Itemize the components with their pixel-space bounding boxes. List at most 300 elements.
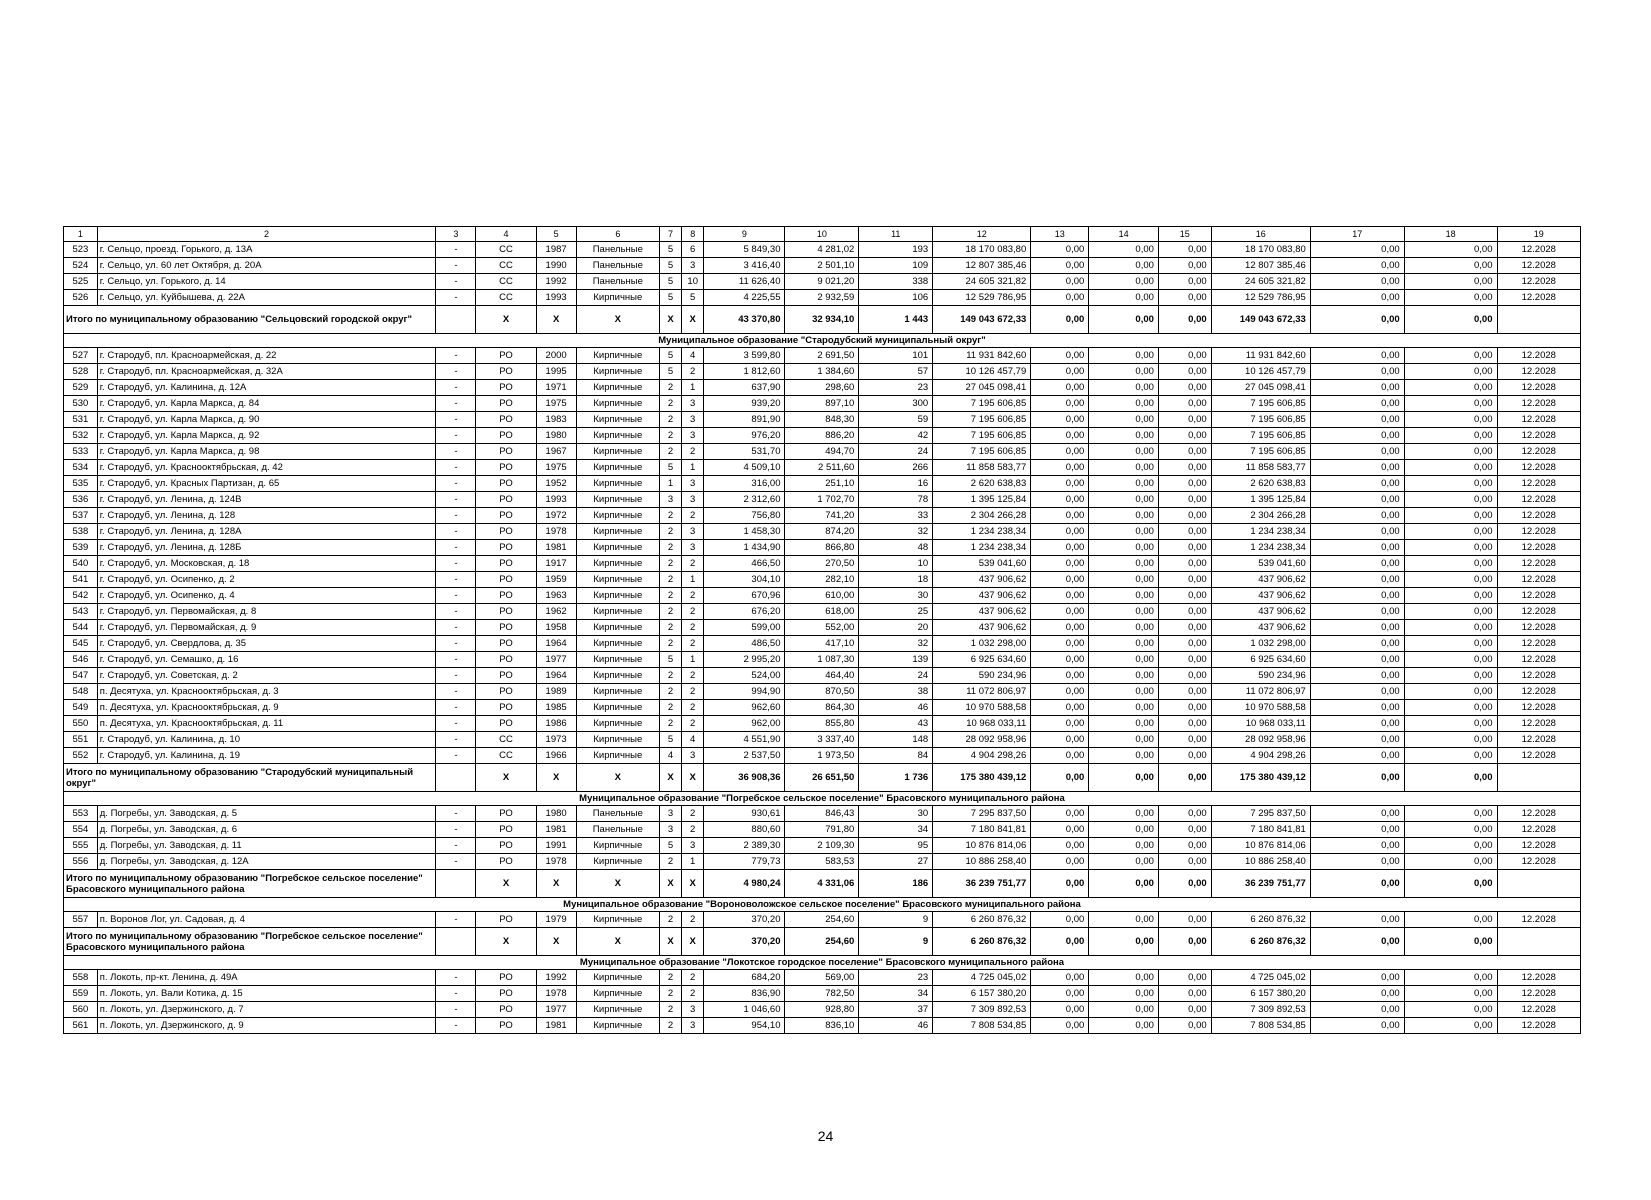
table-cell: 0,00 xyxy=(1404,444,1497,460)
table-cell: 1986 xyxy=(536,716,576,732)
table-cell: 2 304 266,28 xyxy=(933,508,1031,524)
table-row xyxy=(64,396,1581,412)
table-cell: 2 xyxy=(682,700,704,716)
table-cell: 12.2028 xyxy=(1497,428,1581,444)
table-row xyxy=(64,540,1581,556)
address-cell: г. Стародуб, ул. Калинина, д. 10 xyxy=(97,732,436,748)
table-cell: 1 434,90 xyxy=(704,540,785,556)
table-cell: РО xyxy=(476,700,536,716)
table-cell: 2 xyxy=(682,716,704,732)
table-row xyxy=(64,652,1581,668)
table-cell: 10 xyxy=(859,556,933,572)
table-cell: 0,00 xyxy=(1158,258,1211,274)
table-cell: РО xyxy=(476,716,536,732)
address-cell: г. Стародуб, ул. Калинина, д. 19 xyxy=(97,748,436,764)
table-cell: 0,00 xyxy=(1031,912,1089,928)
table-cell: 0,00 xyxy=(1404,348,1497,364)
table-row xyxy=(64,912,1581,928)
table-cell: 0,00 xyxy=(1031,854,1089,870)
table-cell: 2 xyxy=(659,716,681,732)
table-cell: 0,00 xyxy=(1158,822,1211,838)
total-cell: X xyxy=(476,764,536,792)
table-cell: 0,00 xyxy=(1089,540,1159,556)
table-cell: 4 xyxy=(659,748,681,764)
total-cell: X xyxy=(536,870,576,898)
table-row xyxy=(64,1018,1581,1034)
table-cell: 610,00 xyxy=(785,588,859,604)
table-cell: 437 906,62 xyxy=(1211,588,1310,604)
table-cell: 0,00 xyxy=(1031,822,1089,838)
table-cell: 1978 xyxy=(536,524,576,540)
table-cell: 0,00 xyxy=(1404,242,1497,258)
table-cell: 0,00 xyxy=(1158,492,1211,508)
address-cell: д. Погребы, ул. Заводская, д. 11 xyxy=(97,838,436,854)
table-cell: 33 xyxy=(859,508,933,524)
table-cell: 1987 xyxy=(536,242,576,258)
total-cell xyxy=(1497,928,1581,956)
table-cell: 1 395 125,84 xyxy=(933,492,1031,508)
table-cell: 0,00 xyxy=(1089,668,1159,684)
table-cell: 6 925 634,60 xyxy=(933,652,1031,668)
table-cell: Кирпичные xyxy=(576,348,659,364)
table-cell: 0,00 xyxy=(1404,604,1497,620)
table-cell: 1 234 238,34 xyxy=(1211,540,1310,556)
table-cell: 0,00 xyxy=(1404,364,1497,380)
table-cell: - xyxy=(436,476,476,492)
total-cell: 0,00 xyxy=(1031,306,1089,334)
section-row xyxy=(64,898,1581,912)
table-cell: РО xyxy=(476,838,536,854)
table-cell: 1 973,50 xyxy=(785,748,859,764)
table-cell: 3 xyxy=(682,412,704,428)
table-cell: 0,00 xyxy=(1031,258,1089,274)
total-cell: X xyxy=(682,870,704,898)
table-cell: Кирпичные xyxy=(576,604,659,620)
table-cell: РО xyxy=(476,556,536,572)
table-cell: 0,00 xyxy=(1404,854,1497,870)
address-cell: п. Десятуха, ул. Краснооктябрьская, д. 3 xyxy=(97,684,436,700)
table-cell: 0,00 xyxy=(1310,540,1404,556)
section-title: Муниципальное образование "Локотское городское поселение" Брасовского муниципального района xyxy=(64,956,1581,970)
table-row xyxy=(64,684,1581,700)
total-cell: X xyxy=(476,306,536,334)
table-cell: 3 xyxy=(659,806,681,822)
total-cell xyxy=(1497,870,1581,898)
table-cell: Кирпичные xyxy=(576,380,659,396)
table-cell: 0,00 xyxy=(1404,620,1497,636)
table-cell: 12.2028 xyxy=(1497,588,1581,604)
table-cell: 0,00 xyxy=(1031,572,1089,588)
table-cell: 2 xyxy=(659,572,681,588)
table-cell: 10 970 588,58 xyxy=(1211,700,1310,716)
total-row xyxy=(64,870,1581,898)
table-cell: 10 xyxy=(682,274,704,290)
table-cell: 27 xyxy=(859,854,933,870)
table-cell: 0,00 xyxy=(1089,258,1159,274)
table-cell: 5 xyxy=(659,290,681,306)
table-cell: 0,00 xyxy=(1089,636,1159,652)
table-cell: 1 234 238,34 xyxy=(1211,524,1310,540)
table-cell: РО xyxy=(476,540,536,556)
table-cell: 2 511,60 xyxy=(785,460,859,476)
column-number: 16 xyxy=(1211,227,1310,242)
table-cell: 2 xyxy=(682,684,704,700)
table-cell: 0,00 xyxy=(1158,524,1211,540)
table-cell: 543 xyxy=(64,604,98,620)
address-cell: г. Стародуб, ул. Ленина, д. 128А xyxy=(97,524,436,540)
total-cell xyxy=(1497,306,1581,334)
table-cell: 0,00 xyxy=(1310,636,1404,652)
table-cell: 1967 xyxy=(536,444,576,460)
table-cell: 0,00 xyxy=(1031,986,1089,1002)
table-cell: 12.2028 xyxy=(1497,242,1581,258)
total-cell: 254,60 xyxy=(785,928,859,956)
table-cell: 12.2028 xyxy=(1497,540,1581,556)
total-label: Итого по муниципальному образованию "Сельцовский городской округ" xyxy=(64,306,436,334)
table-cell: - xyxy=(436,716,476,732)
table-cell: Кирпичные xyxy=(576,854,659,870)
table-cell: 540 xyxy=(64,556,98,572)
total-row xyxy=(64,928,1581,956)
table-cell: 0,00 xyxy=(1404,986,1497,1002)
table-cell: 1983 xyxy=(536,412,576,428)
total-cell: 6 260 876,32 xyxy=(1211,928,1310,956)
table-cell: 7 195 606,85 xyxy=(933,428,1031,444)
table-cell: 3 416,40 xyxy=(704,258,785,274)
total-cell: X xyxy=(576,870,659,898)
table-cell: 0,00 xyxy=(1031,748,1089,764)
table-cell: 437 906,62 xyxy=(1211,604,1310,620)
table-cell: 23 xyxy=(859,970,933,986)
table-row xyxy=(64,620,1581,636)
table-cell: - xyxy=(436,540,476,556)
table-cell: 1980 xyxy=(536,806,576,822)
table-cell: 2 xyxy=(682,556,704,572)
table-cell: 101 xyxy=(859,348,933,364)
table-cell: 0,00 xyxy=(1404,716,1497,732)
table-row xyxy=(64,604,1581,620)
table-cell: РО xyxy=(476,636,536,652)
table-cell: 34 xyxy=(859,822,933,838)
table-cell: 0,00 xyxy=(1404,556,1497,572)
table-cell: РО xyxy=(476,970,536,986)
total-cell: X xyxy=(576,306,659,334)
table-cell: 46 xyxy=(859,700,933,716)
table-cell: Кирпичные xyxy=(576,716,659,732)
table-cell: РО xyxy=(476,588,536,604)
table-cell: 304,10 xyxy=(704,572,785,588)
table-row xyxy=(64,258,1581,274)
table-cell: 561 xyxy=(64,1018,98,1034)
table-cell: 676,20 xyxy=(704,604,785,620)
table-cell: 0,00 xyxy=(1404,838,1497,854)
total-cell: X xyxy=(659,764,681,792)
table-cell: 756,80 xyxy=(704,508,785,524)
table-row xyxy=(64,716,1581,732)
total-label: Итого по муниципальному образованию "Погребское сельское поселение" Брасовского муниципального района xyxy=(64,870,436,898)
table-cell: - xyxy=(436,838,476,854)
table-cell: 994,90 xyxy=(704,684,785,700)
table-cell: 0,00 xyxy=(1089,748,1159,764)
table-row xyxy=(64,348,1581,364)
table-cell: 3 xyxy=(682,1018,704,1034)
table-cell: 437 906,62 xyxy=(933,620,1031,636)
table-cell: 28 092 958,96 xyxy=(933,732,1031,748)
table-cell: 46 xyxy=(859,1018,933,1034)
section-title: Муниципальное образование "Погребское сельское поселение" Брасовского муниципального района xyxy=(64,792,1581,806)
table-cell: Кирпичные xyxy=(576,700,659,716)
table-cell: 4 904 298,26 xyxy=(1211,748,1310,764)
table-cell: 1990 xyxy=(536,258,576,274)
table-cell: 0,00 xyxy=(1404,258,1497,274)
total-cell: 0,00 xyxy=(1031,764,1089,792)
table-cell: 0,00 xyxy=(1404,636,1497,652)
section-row xyxy=(64,956,1581,970)
table-row xyxy=(64,290,1581,306)
table-cell: 976,20 xyxy=(704,428,785,444)
address-cell: г. Сельцо, ул. Горького, д. 14 xyxy=(97,274,436,290)
table-cell: 12 807 385,46 xyxy=(1211,258,1310,274)
table-cell: 0,00 xyxy=(1089,1002,1159,1018)
table-cell: 0,00 xyxy=(1089,716,1159,732)
column-number: 11 xyxy=(859,227,933,242)
address-cell: г. Стародуб, ул. Советская, д. 2 xyxy=(97,668,436,684)
table-cell: 10 968 033,11 xyxy=(1211,716,1310,732)
table-cell: 2 537,50 xyxy=(704,748,785,764)
table-cell: 551 xyxy=(64,732,98,748)
table-cell: - xyxy=(436,460,476,476)
table-cell: 0,00 xyxy=(1404,732,1497,748)
table-cell: - xyxy=(436,588,476,604)
table-cell: СС xyxy=(476,242,536,258)
table-cell: 2 xyxy=(682,604,704,620)
table-cell: 1 xyxy=(682,854,704,870)
total-cell: X xyxy=(659,928,681,956)
address-cell: г. Стародуб, ул. Ленина, д. 124В xyxy=(97,492,436,508)
total-cell: 43 370,80 xyxy=(704,306,785,334)
table-cell: 10 886 258,40 xyxy=(1211,854,1310,870)
table-cell: 0,00 xyxy=(1158,274,1211,290)
address-cell: д. Погребы, ул. Заводская, д. 5 xyxy=(97,806,436,822)
table-cell: 10 970 588,58 xyxy=(933,700,1031,716)
total-cell: X xyxy=(682,306,704,334)
table-cell: 0,00 xyxy=(1158,604,1211,620)
table-row xyxy=(64,986,1581,1002)
table-cell: РО xyxy=(476,604,536,620)
table-cell: 3 599,80 xyxy=(704,348,785,364)
table-cell: 1993 xyxy=(536,290,576,306)
table-cell: 0,00 xyxy=(1089,412,1159,428)
column-number: 3 xyxy=(436,227,476,242)
total-cell: X xyxy=(682,928,704,956)
table-cell: 2 xyxy=(659,912,681,928)
table-cell: 12.2028 xyxy=(1497,838,1581,854)
table-cell: 534 xyxy=(64,460,98,476)
table-cell: 12.2028 xyxy=(1497,1002,1581,1018)
table-cell: 12.2028 xyxy=(1497,524,1581,540)
table-cell: 12.2028 xyxy=(1497,508,1581,524)
total-cell: 0,00 xyxy=(1404,928,1497,956)
total-cell: X xyxy=(536,764,576,792)
table-cell: Кирпичные xyxy=(576,620,659,636)
table-cell: 494,70 xyxy=(785,444,859,460)
table-cell: 24 xyxy=(859,444,933,460)
table-cell: 417,10 xyxy=(785,636,859,652)
table-cell: 48 xyxy=(859,540,933,556)
table-cell: 962,60 xyxy=(704,700,785,716)
column-number: 15 xyxy=(1158,227,1211,242)
table-cell: 12.2028 xyxy=(1497,444,1581,460)
table-cell: 1981 xyxy=(536,822,576,838)
table-cell: 2 xyxy=(659,1018,681,1034)
table-cell: 549 xyxy=(64,700,98,716)
table-cell: 0,00 xyxy=(1158,460,1211,476)
column-number: 6 xyxy=(576,227,659,242)
table-cell: 0,00 xyxy=(1310,274,1404,290)
table-cell: 0,00 xyxy=(1404,572,1497,588)
table-cell: 741,20 xyxy=(785,508,859,524)
table-cell: 12.2028 xyxy=(1497,652,1581,668)
table-cell: Кирпичные xyxy=(576,460,659,476)
total-cell: 0,00 xyxy=(1158,306,1211,334)
table-cell: 1963 xyxy=(536,588,576,604)
table-cell: РО xyxy=(476,412,536,428)
table-cell: 0,00 xyxy=(1158,476,1211,492)
table-cell: 10 126 457,79 xyxy=(1211,364,1310,380)
table-cell: Кирпичные xyxy=(576,492,659,508)
table-cell: 0,00 xyxy=(1310,986,1404,1002)
table-cell: 42 xyxy=(859,428,933,444)
table-cell: 0,00 xyxy=(1310,854,1404,870)
table-cell: 0,00 xyxy=(1089,428,1159,444)
table-cell: 11 858 583,77 xyxy=(933,460,1031,476)
table-cell: 0,00 xyxy=(1089,556,1159,572)
table-cell: 886,20 xyxy=(785,428,859,444)
table-cell: 539 041,60 xyxy=(1211,556,1310,572)
table-cell: 0,00 xyxy=(1031,588,1089,604)
table-cell: 10 886 258,40 xyxy=(933,854,1031,870)
table-cell: 2 xyxy=(659,412,681,428)
table-cell: 0,00 xyxy=(1158,620,1211,636)
table-cell: 0,00 xyxy=(1310,838,1404,854)
table-cell: Кирпичные xyxy=(576,572,659,588)
table-cell: 7 808 534,85 xyxy=(933,1018,1031,1034)
table-cell: 12.2028 xyxy=(1497,556,1581,572)
table-cell: 1977 xyxy=(536,1002,576,1018)
table-cell: 0,00 xyxy=(1089,524,1159,540)
total-cell: 36 239 751,77 xyxy=(933,870,1031,898)
table-cell: Панельные xyxy=(576,822,659,838)
total-cell: 4 980,24 xyxy=(704,870,785,898)
table-cell: 148 xyxy=(859,732,933,748)
table-cell: Кирпичные xyxy=(576,668,659,684)
table-cell: - xyxy=(436,396,476,412)
table-cell: 1966 xyxy=(536,748,576,764)
table-cell: 2 xyxy=(659,636,681,652)
column-number: 14 xyxy=(1089,227,1159,242)
table-cell: 0,00 xyxy=(1031,380,1089,396)
table-cell: 2 xyxy=(659,524,681,540)
table-cell: 38 xyxy=(859,684,933,700)
table-cell: Кирпичные xyxy=(576,732,659,748)
table-cell: 84 xyxy=(859,748,933,764)
address-cell: г. Сельцо, ул. Куйбышева, д. 22А xyxy=(97,290,436,306)
total-cell: 0,00 xyxy=(1310,928,1404,956)
table-cell: 57 xyxy=(859,364,933,380)
table-cell: - xyxy=(436,854,476,870)
table-cell: 4 225,55 xyxy=(704,290,785,306)
table-cell: 0,00 xyxy=(1310,822,1404,838)
table-row xyxy=(64,476,1581,492)
table-cell: Кирпичные xyxy=(576,1002,659,1018)
total-cell: 0,00 xyxy=(1404,870,1497,898)
table-cell: 24 605 321,82 xyxy=(1211,274,1310,290)
table-cell: 0,00 xyxy=(1310,588,1404,604)
total-cell: 370,20 xyxy=(704,928,785,956)
table-cell: РО xyxy=(476,854,536,870)
table-cell: 12 529 786,95 xyxy=(933,290,1031,306)
page-number: 24 xyxy=(817,1128,834,1144)
table-cell: 2 xyxy=(659,970,681,986)
table-cell: 583,53 xyxy=(785,854,859,870)
table-cell: 2 xyxy=(659,396,681,412)
address-cell: г. Сельцо, ул. 60 лет Октября, д. 20А xyxy=(97,258,436,274)
table-cell: 536 xyxy=(64,492,98,508)
table-cell: 0,00 xyxy=(1031,636,1089,652)
table-cell: 3 xyxy=(682,748,704,764)
column-number: 7 xyxy=(659,227,681,242)
table-cell: 556 xyxy=(64,854,98,870)
table-cell: 9 xyxy=(859,912,933,928)
table-cell: 1 046,60 xyxy=(704,1002,785,1018)
table-cell: 2 xyxy=(682,620,704,636)
total-row xyxy=(64,306,1581,334)
table-cell: 27 045 098,41 xyxy=(1211,380,1310,396)
table-cell: РО xyxy=(476,348,536,364)
table-cell: 4 904 298,26 xyxy=(933,748,1031,764)
total-cell: 149 043 672,33 xyxy=(933,306,1031,334)
header-row xyxy=(64,227,1581,242)
table-cell: РО xyxy=(476,1018,536,1034)
table-cell: Кирпичные xyxy=(576,290,659,306)
table-cell: 3 337,40 xyxy=(785,732,859,748)
table-cell: 2 620 638,83 xyxy=(933,476,1031,492)
table-cell: 6 260 876,32 xyxy=(1211,912,1310,928)
total-cell: X xyxy=(476,928,536,956)
table-cell: 779,73 xyxy=(704,854,785,870)
table-cell: 5 xyxy=(659,652,681,668)
table-cell: 4 281,02 xyxy=(785,242,859,258)
table-cell: СС xyxy=(476,748,536,764)
total-cell: 1 736 xyxy=(859,764,933,792)
table-row xyxy=(64,412,1581,428)
table-cell: 0,00 xyxy=(1089,684,1159,700)
table-cell: 2 xyxy=(659,854,681,870)
table-cell: 0,00 xyxy=(1404,412,1497,428)
table-cell: - xyxy=(436,700,476,716)
table-cell: 0,00 xyxy=(1031,540,1089,556)
table-cell: - xyxy=(436,556,476,572)
total-label: Итого по муниципальному образованию "Погребское сельское поселение" Брасовского муниципального района xyxy=(64,928,436,956)
table-cell: - xyxy=(436,748,476,764)
table-cell: 0,00 xyxy=(1310,290,1404,306)
table-cell: 0,00 xyxy=(1089,838,1159,854)
table-cell: 0,00 xyxy=(1089,912,1159,928)
table-cell: 1992 xyxy=(536,970,576,986)
table-cell: Кирпичные xyxy=(576,524,659,540)
address-cell: г. Стародуб, ул. Московская, д. 18 xyxy=(97,556,436,572)
table-cell: 0,00 xyxy=(1031,524,1089,540)
